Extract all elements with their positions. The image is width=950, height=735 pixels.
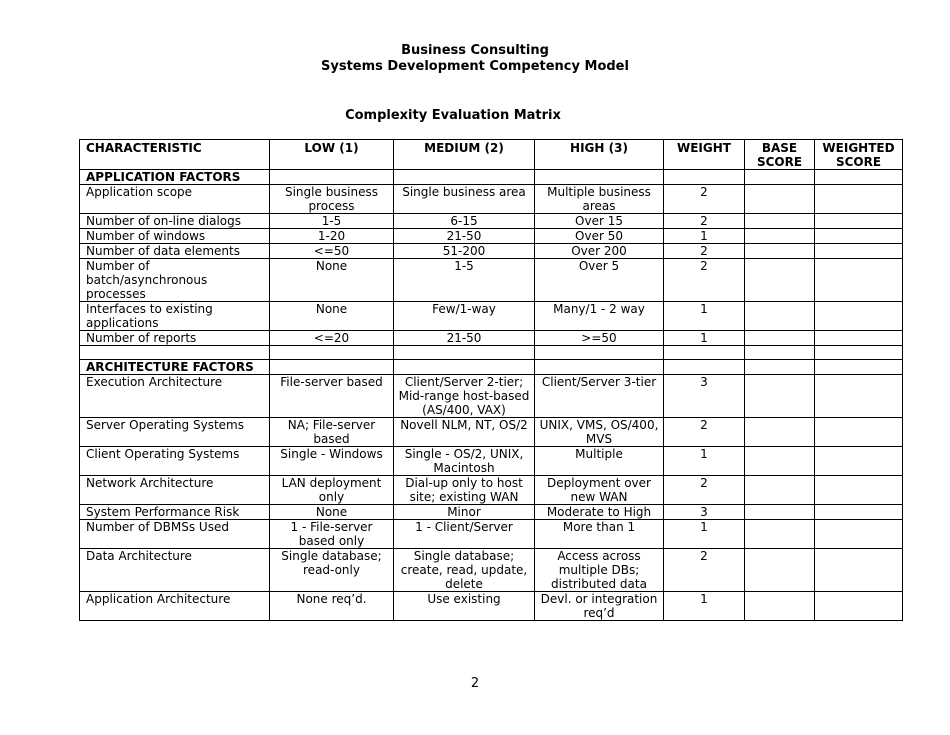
empty-cell <box>815 346 903 360</box>
cell-weight: 1 <box>664 447 745 476</box>
cell-characteristic: Number of reports <box>80 331 270 346</box>
cell-weight: 1 <box>664 592 745 621</box>
cell-base-score <box>745 185 815 214</box>
cell-medium: 21-50 <box>394 331 535 346</box>
empty-cell <box>535 346 664 360</box>
column-header-high: HIGH (3) <box>535 140 664 170</box>
table-row <box>80 375 903 418</box>
cell-weighted-score <box>815 185 903 214</box>
cell-characteristic: Execution Architecture <box>80 375 270 418</box>
header-line-1: Business Consulting <box>401 43 549 58</box>
cell-weight: 2 <box>664 244 745 259</box>
cell-characteristic: Number of on-line dialogs <box>80 214 270 229</box>
cell-medium: Single - OS/2, UNIX, Macintosh <box>394 447 535 476</box>
cell-characteristic: Application scope <box>80 185 270 214</box>
cell-base-score <box>745 375 815 418</box>
cell-medium: Single database; create, read, update, delete <box>394 549 535 592</box>
table-row <box>80 520 903 549</box>
cell-high: Over 50 <box>535 229 664 244</box>
cell-base-score <box>745 418 815 447</box>
column-header-medium: MEDIUM (2) <box>394 140 535 170</box>
cell-weight: 2 <box>664 185 745 214</box>
cell-weighted-score <box>815 244 903 259</box>
cell-characteristic: Number of batch/asynchronous processes <box>80 259 270 302</box>
cell-low: None <box>270 302 394 331</box>
cell-characteristic: Client Operating Systems <box>80 447 270 476</box>
cell-low: None <box>270 505 394 520</box>
column-header-characteristic: CHARACTERISTIC <box>80 140 270 170</box>
cell-characteristic: Number of windows <box>80 229 270 244</box>
cell-medium: 1 - Client/Server <box>394 520 535 549</box>
cell-base-score <box>745 244 815 259</box>
cell-weight: 2 <box>664 549 745 592</box>
cell-medium: Single business area <box>394 185 535 214</box>
empty-cell <box>745 360 815 375</box>
header-line-2: Systems Development Competency Model <box>321 59 629 74</box>
cell-weight: 2 <box>664 259 745 302</box>
cell-weighted-score <box>815 214 903 229</box>
table-row <box>80 592 903 621</box>
empty-cell <box>535 360 664 375</box>
empty-cell <box>815 360 903 375</box>
table-row <box>80 244 903 259</box>
cell-weighted-score <box>815 331 903 346</box>
cell-medium: 21-50 <box>394 229 535 244</box>
table-row <box>80 505 903 520</box>
column-header-weighted-score: WEIGHTED SCORE <box>815 140 903 170</box>
table-row <box>80 549 903 592</box>
cell-base-score <box>745 259 815 302</box>
section-row <box>80 170 903 185</box>
empty-cell <box>394 360 535 375</box>
cell-high: Deployment over new WAN <box>535 476 664 505</box>
cell-high: Over 200 <box>535 244 664 259</box>
cell-weighted-score <box>815 505 903 520</box>
cell-weight: 1 <box>664 520 745 549</box>
complexity-evaluation-table <box>79 139 903 621</box>
cell-weighted-score <box>815 592 903 621</box>
cell-medium: Client/Server 2-tier; Mid-range host-based (AS/400, VAX) <box>394 375 535 418</box>
cell-weighted-score <box>815 520 903 549</box>
empty-cell <box>815 170 903 185</box>
cell-weight: 1 <box>664 229 745 244</box>
page-number: 2 <box>470 676 480 691</box>
table-row <box>80 418 903 447</box>
cell-high: Client/Server 3-tier <box>535 375 664 418</box>
empty-cell <box>270 170 394 185</box>
cell-base-score <box>745 505 815 520</box>
cell-high: Moderate to High <box>535 505 664 520</box>
table-row <box>80 331 903 346</box>
cell-low: <=50 <box>270 244 394 259</box>
cell-base-score <box>745 214 815 229</box>
cell-base-score <box>745 447 815 476</box>
column-header-low: LOW (1) <box>270 140 394 170</box>
matrix-title: Complexity Evaluation Matrix <box>345 108 561 123</box>
cell-weight: 1 <box>664 302 745 331</box>
empty-cell <box>394 170 535 185</box>
cell-medium: Few/1-way <box>394 302 535 331</box>
cell-low: File-server based <box>270 375 394 418</box>
cell-base-score <box>745 302 815 331</box>
cell-medium: Novell NLM, NT, OS/2 <box>394 418 535 447</box>
cell-high: Over 15 <box>535 214 664 229</box>
cell-medium: Minor <box>394 505 535 520</box>
cell-weight: 2 <box>664 418 745 447</box>
table-row <box>80 476 903 505</box>
cell-weighted-score <box>815 418 903 447</box>
empty-cell <box>745 346 815 360</box>
cell-characteristic: System Performance Risk <box>80 505 270 520</box>
cell-low: NA; File-server based <box>270 418 394 447</box>
cell-low: Single database; read-only <box>270 549 394 592</box>
cell-weighted-score <box>815 375 903 418</box>
table-row <box>80 259 903 302</box>
cell-characteristic: Network Architecture <box>80 476 270 505</box>
cell-low: <=20 <box>270 331 394 346</box>
cell-high: UNIX, VMS, OS/400, MVS <box>535 418 664 447</box>
table-row <box>80 302 903 331</box>
cell-high: >=50 <box>535 331 664 346</box>
cell-characteristic: Number of data elements <box>80 244 270 259</box>
table-body <box>80 170 903 621</box>
cell-base-score <box>745 592 815 621</box>
cell-medium: 51-200 <box>394 244 535 259</box>
cell-weight: 2 <box>664 214 745 229</box>
cell-base-score <box>745 229 815 244</box>
cell-weight: 3 <box>664 505 745 520</box>
cell-low: 1-5 <box>270 214 394 229</box>
empty-cell <box>664 170 745 185</box>
empty-cell <box>270 346 394 360</box>
cell-high: Many/1 - 2 way <box>535 302 664 331</box>
cell-base-score <box>745 549 815 592</box>
cell-low: None req’d. <box>270 592 394 621</box>
cell-low: Single - Windows <box>270 447 394 476</box>
cell-base-score <box>745 520 815 549</box>
cell-characteristic: Server Operating Systems <box>80 418 270 447</box>
cell-high: Devl. or integration req’d <box>535 592 664 621</box>
cell-low: Single business process <box>270 185 394 214</box>
cell-weighted-score <box>815 447 903 476</box>
cell-medium: Use existing <box>394 592 535 621</box>
table-row <box>80 229 903 244</box>
cell-high: Over 5 <box>535 259 664 302</box>
cell-base-score <box>745 331 815 346</box>
cell-characteristic: Interfaces to existing applications <box>80 302 270 331</box>
cell-weighted-score <box>815 302 903 331</box>
empty-cell <box>664 346 745 360</box>
cell-weight: 2 <box>664 476 745 505</box>
cell-weighted-score <box>815 229 903 244</box>
table-row <box>80 185 903 214</box>
cell-characteristic: Number of DBMSs Used <box>80 520 270 549</box>
document-header <box>0 43 950 75</box>
empty-cell <box>664 360 745 375</box>
cell-medium: 6-15 <box>394 214 535 229</box>
cell-base-score <box>745 476 815 505</box>
section-row <box>80 360 903 375</box>
empty-cell <box>745 170 815 185</box>
cell-high: Access across multiple DBs; distributed data <box>535 549 664 592</box>
table-header-row <box>80 140 903 170</box>
cell-medium: 1-5 <box>394 259 535 302</box>
table-row <box>80 214 903 229</box>
column-header-base-score: BASE SCORE <box>745 140 815 170</box>
cell-high: More than 1 <box>535 520 664 549</box>
cell-weight: 1 <box>664 331 745 346</box>
empty-cell <box>80 346 270 360</box>
cell-high: Multiple <box>535 447 664 476</box>
cell-medium: Dial-up only to host site; existing WAN <box>394 476 535 505</box>
cell-characteristic: Data Architecture <box>80 549 270 592</box>
table-row <box>80 447 903 476</box>
section-title: APPLICATION FACTORS <box>80 170 270 185</box>
cell-low: 1-20 <box>270 229 394 244</box>
empty-cell <box>394 346 535 360</box>
column-header-weight: WEIGHT <box>664 140 745 170</box>
cell-weighted-score <box>815 549 903 592</box>
cell-weight: 3 <box>664 375 745 418</box>
cell-characteristic: Application Architecture <box>80 592 270 621</box>
cell-low: None <box>270 259 394 302</box>
cell-low: 1 - File-server based only <box>270 520 394 549</box>
cell-weighted-score <box>815 476 903 505</box>
cell-high: Multiple business areas <box>535 185 664 214</box>
cell-low: LAN deployment only <box>270 476 394 505</box>
empty-cell <box>270 360 394 375</box>
spacer-row <box>80 346 903 360</box>
empty-cell <box>535 170 664 185</box>
section-title: ARCHITECTURE FACTORS <box>80 360 270 375</box>
cell-weighted-score <box>815 259 903 302</box>
